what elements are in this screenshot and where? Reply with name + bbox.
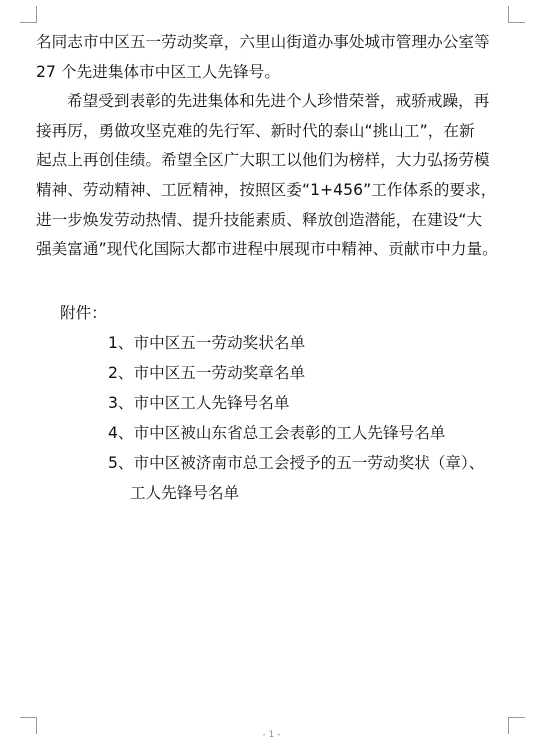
- crop-mark-top-left: [20, 6, 37, 23]
- body-line: 27 个先进集体市中区工人先锋号。: [36, 62, 280, 81]
- attachment-item-continuation: 工人先锋号名单: [130, 484, 240, 502]
- body-line: 精神、劳动精神、工匠精神，按照区委“1+456”工作体系的要求，: [36, 180, 497, 199]
- attachment-item: 1、市中区五一劳动奖状名单: [108, 334, 306, 352]
- body-line: 希望受到表彰的先进集体和先进个人珍惜荣誉，戒骄戒躁，再: [67, 92, 490, 111]
- body-line: 进一步焕发劳动热情、提升技能素质、释放创造潜能，在建设“大: [36, 210, 483, 229]
- body-line: 名同志市中区五一劳动奖章，六里山街道办事处城市管理办公室等: [36, 33, 490, 51]
- body-line: 强美富通”现代化国际大都市进程中展现市中精神、贡献市中力量。: [36, 240, 498, 259]
- body-line: 接再厉，勇做攻坚克难的先行军、新时代的泰山“挑山工”，在新: [36, 121, 475, 140]
- attachments-label: 附件：: [60, 304, 107, 322]
- attachments-list: [108, 328, 508, 508]
- attachment-item: 2、市中区五一劳动奖章名单: [108, 364, 306, 382]
- crop-mark-top-right: [508, 6, 525, 23]
- page-number: - 1 -: [262, 730, 281, 740]
- attachment-item: 5、市中区被济南市总工会授予的五一劳动奖状（章）、: [108, 454, 485, 472]
- body-line: 起点上再创佳绩。希望全区广大职工以他们为榜样，大力弘扬劳模: [36, 151, 490, 170]
- attachment-item: 3、市中区工人先锋号名单: [108, 394, 290, 412]
- body-paragraphs: [36, 28, 514, 265]
- attachment-item: 4、市中区被山东省总工会表彰的工人先锋号名单: [108, 424, 446, 442]
